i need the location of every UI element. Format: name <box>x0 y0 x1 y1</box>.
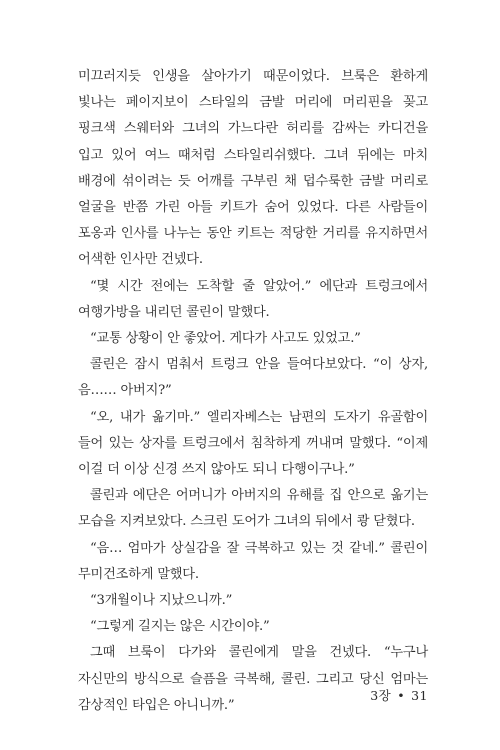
paragraph-6: 콜린과 에단은 어머니가 아버지의 유해를 집 안으로 옮기는 모습을 지켜보았다. 스크린 도어가 그녀의 뒤에서 쾅 닫혔다. <box>78 488 428 530</box>
paragraph-7: “음… 엄마가 상실감을 잘 극복하고 있는 것 같네.” 콜린이 무미건조하게 말했다. <box>78 540 428 582</box>
footer-separator: • <box>397 688 406 703</box>
paragraph-10: 그때 브룩이 다가와 콜린에게 말을 건넸다. “누구나 자신만의 방식으로 슬픔을 극복해, 콜린. 그리고 당신 엄마는 감상적인 타입은 아니니까.” <box>78 645 428 713</box>
paragraph-2: “몇 시간 전에는 도착할 줄 알았어.” 에단과 트렁크에서 여행가방을 내리던 콜린이 말했다. <box>78 278 428 320</box>
paragraph-8: “3개월이나 지났으니까.” <box>90 593 233 609</box>
page-footer <box>370 686 428 704</box>
paragraph-3: “교통 상황이 안 좋았어. 게다가 사고도 있었고.” <box>90 331 361 347</box>
chapter-label: 3장 <box>370 688 392 703</box>
paragraph-4: 콜린은 잠시 멈춰서 트렁크 안을 들여다보았다. “이 상자, 음…… 아버지?” <box>78 357 428 399</box>
paragraph-9: “그렇게 길지는 않은 시간이야.” <box>90 619 270 635</box>
paragraph-5: “오, 내가 옮기마.” 엘리자베스는 남편의 도자기 유골함이 들어 있는 상자를 트렁크에서 침착하게 꺼내며 말했다. “이제 이걸 더 이상 신경 쓰지 않아도 되니 다행이구나.” <box>78 409 428 478</box>
page-number: 31 <box>411 688 428 703</box>
body-text <box>78 64 428 719</box>
paragraph-1: 미끄러지듯 인생을 살아가기 때문이었다. 브룩은 환하게 빛나는 페이지보이 스타일의 금발 머리에 머리핀을 꽂고 핑크색 스웨터와 그녀의 가느다란 허리를 감싸는 카디건을 입고 있어 여느 때처럼 스타일리쉬했다. 그녀 뒤에는 마치 배경에 섞이려는 듯 어깨를 구부린 채 덥수룩한 금발 머리로 얼굴을 반쯤 가린 아들 키트가 숨어 있었다. 다른 사람들이 포옹과 인사를 나누는 동안 키트는 적당한 거리를 유지하면서 어색한 인사만 건넸다. <box>78 69 428 268</box>
